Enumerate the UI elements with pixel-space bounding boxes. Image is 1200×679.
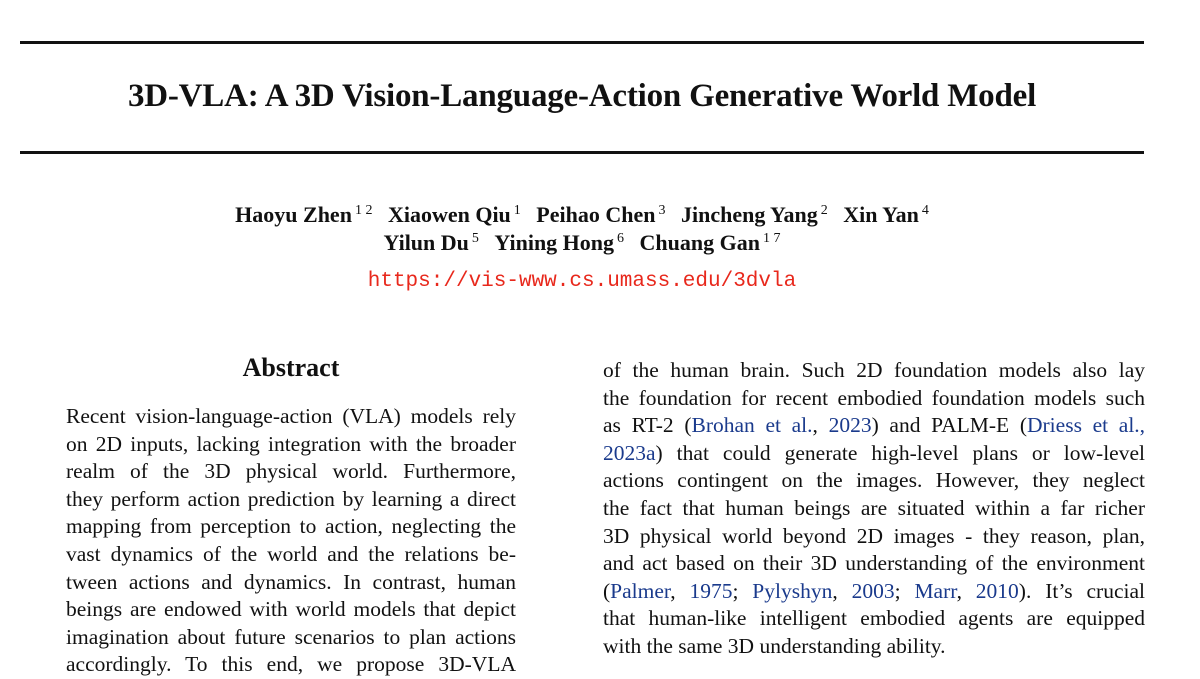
text-line: of the human brain. Such 2D foundation models also lay [603, 358, 1145, 382]
abstract-heading: Abstract [242, 353, 340, 382]
citation-link[interactable]: Brohan et al. [691, 413, 813, 438]
citation-link[interactable]: 1975 [689, 578, 733, 603]
citation-link[interactable]: Palmer [610, 578, 671, 603]
text-line: the fact that human beings are situated within a far richer [603, 495, 1145, 520]
citation-link[interactable]: Pylyshyn [752, 578, 833, 603]
text-line: the foundation for recent embodied foundation models such [603, 385, 1145, 410]
abstract-body [66, 403, 516, 679]
text-line: Recent vision-language-action (VLA) models rely [66, 404, 516, 428]
citation-link[interactable]: Marr [914, 578, 957, 603]
intro-body [603, 357, 1145, 661]
text-line: beings are endowed with world models that depict [66, 597, 516, 622]
author: Yining Hong $^6$ [494, 230, 625, 255]
text-line: mapping from perception to action, neglecting the [66, 514, 516, 539]
citation-link[interactable]: 2010 [975, 578, 1019, 603]
text-line: that human-like intelligent embodied agents are equipped [603, 606, 1145, 631]
text-line: realm of the 3D physical world. Furthermore, [66, 459, 516, 484]
author: Haoyu Zhen $^{1 2}$ [235, 202, 373, 227]
text-line: 2023a) that could generate high-level plans or low-level [603, 440, 1145, 465]
text-line: vast dynamics of the world and the relations be- [66, 541, 516, 566]
author: Xiaowen Qiu $^1$ [387, 202, 521, 227]
author: Yilun Du $^5$ [383, 230, 479, 255]
text-line: as RT-2 (Brohan et al., 2023) and PALM-E (Driess et al., [603, 413, 1146, 438]
project-url-link[interactable]: https://vis-www.cs.umass.edu/3dvla [367, 270, 797, 293]
authors-line-1 [20, 202, 1144, 228]
paper-title: 3D-VLA: A 3D Vision-Language-Action Generative World Model [127, 78, 1037, 114]
text-line: 3D physical world beyond 2D images - they reason, plan, [603, 523, 1145, 548]
text-line: imagination about future scenarios to plan actions [66, 624, 516, 649]
text-line: tween actions and dynamics. In contrast, human [66, 569, 516, 594]
citation-link[interactable]: 2023a [603, 440, 656, 465]
top-rule [20, 41, 1144, 44]
text-line: on 2D inputs, lacking integration with the broader [66, 431, 516, 456]
author: Jincheng Yang $^2$ [680, 202, 828, 227]
text-line: (Palmer, 1975; Pylyshyn, 2003; Marr, 2010). It’s crucial [603, 578, 1146, 603]
citation-link[interactable]: 2023 [828, 413, 872, 438]
author: Xin Yan $^4$ [843, 202, 929, 227]
text-line: accordingly. To this end, we propose 3D-VLA [66, 652, 516, 677]
citation-link[interactable]: Driess et al., [1027, 413, 1146, 438]
bottom-rule [20, 151, 1144, 154]
author: Peihao Chen $^3$ [536, 202, 666, 227]
text-line: and act based on their 3D understanding of the environment [603, 551, 1145, 576]
text-line: they perform action prediction by learning a direct [66, 486, 516, 511]
text-line: with the same 3D understanding ability. [603, 633, 946, 658]
text-line: actions contingent on the images. However, they neglect [603, 468, 1145, 493]
citation-link[interactable]: 2003 [851, 578, 895, 603]
authors-line-2 [20, 230, 1144, 256]
author: Chuang Gan $^{1 7}$ [639, 230, 781, 255]
